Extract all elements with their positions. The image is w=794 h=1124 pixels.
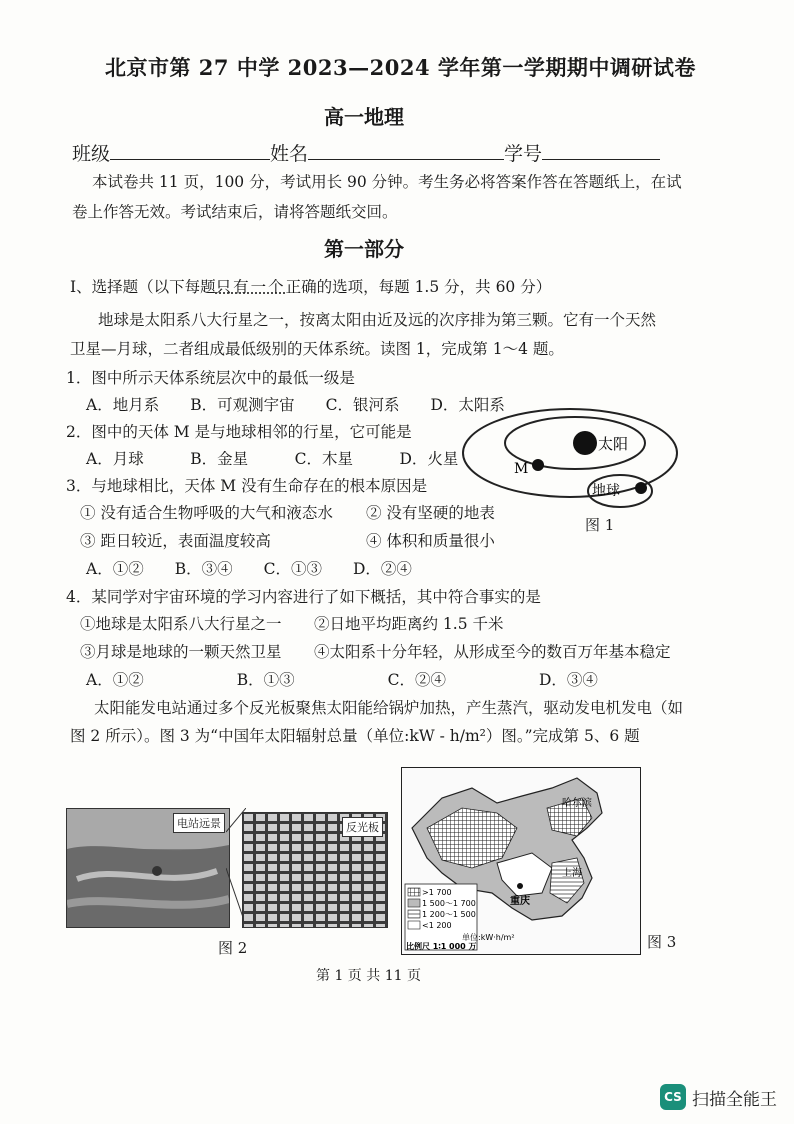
instructions-line-1: 本试卷共 11 页，100 分，考试用长 90 分钟。考生务必将答案作答在答题纸上，在试 (92, 173, 682, 191)
section-heading-emphasis: 只有一个 (215, 278, 286, 296)
q4-option-4: ④太阳系十分年轻，从形成至今的数百万年基本稳定 (314, 643, 671, 661)
figure-1-caption: 图 1 (585, 516, 615, 534)
q4-choices: A．①② B．①③ C．②④ D．③④ (86, 671, 598, 689)
orbit-diagram (458, 405, 683, 535)
watermark-text: 扫描全能王 (692, 1089, 777, 1110)
map-scale: 比例尺 1∶1 000 万 (406, 942, 477, 951)
q2-stem: 2．图中的天体 M 是与地球相邻的行星，它可能是 (66, 423, 412, 441)
q4-option-2: ②日地平均距离约 1.5 千米 (314, 615, 504, 633)
reflector-photo (242, 812, 388, 928)
map-image (402, 768, 640, 954)
student-info-line (72, 139, 660, 166)
number-label: 学号 (504, 143, 543, 165)
number-blank[interactable] (542, 143, 660, 160)
section-heading-suffix: 正确的选项，每题 1.5 分，共 60 分） (285, 278, 552, 296)
part-title: 第一部分 (324, 237, 404, 261)
sun-icon (573, 431, 597, 455)
earth-label: 地球 (592, 483, 620, 499)
class-blank[interactable] (110, 143, 270, 160)
legend-item-3: 1 200～1 500 (422, 910, 476, 919)
instructions-line-2: 卷上作答无效。考试结束后，请将答题纸交回。 (72, 203, 398, 221)
q4-option-3: ③月球是地球的一颗天然卫星 (80, 643, 282, 661)
planet-m-icon (532, 459, 544, 471)
name-blank[interactable] (308, 143, 504, 160)
map-unit: 单位:kW·h/m² (462, 933, 515, 942)
china-radiation-map (401, 767, 641, 955)
q2-options: A．月球 B．金星 C．木星 D．火星 (86, 450, 459, 468)
legend-item-2: 1 500～1 700 (422, 899, 476, 908)
q3-option-1: ① 没有适合生物呼吸的大气和液态水 (80, 504, 333, 522)
intro2-line-2: 图 2 所示）。图 3 为“中国年太阳辐射总量（单位:kW - h/m²）图。”完成第 5、6 题 (70, 727, 640, 745)
intro2-line-1: 太阳能发电站通过多个反光板聚焦太阳能给锅炉加热，产生蒸汽，驱动发电机发电（如 (94, 699, 684, 717)
section-heading (70, 275, 551, 297)
photo-label-reflector: 反光板 (342, 817, 383, 837)
section-heading-prefix: Ⅰ、选择题（以下每题 (70, 278, 216, 296)
q1-stem: 1．图中所示天体系统层次中的最低一级是 (66, 369, 355, 387)
sun-label: 太阳 (598, 435, 629, 453)
camscanner-icon: CS (660, 1084, 686, 1110)
q3-option-4: ④ 体积和质量很小 (366, 532, 495, 550)
subject-title: 高一地理 (324, 105, 404, 129)
q4-stem: 4．某同学对宇宙环境的学习内容进行了如下概括，其中符合事实的是 (66, 588, 541, 606)
figure-1 (458, 405, 683, 535)
exam-title: 北京市第 27 中学 2023—2024 学年第一学期期中调研试卷 (105, 55, 696, 80)
q1-options: A．地月系 B．可观测宇宙 C．银河系 D．太阳系 (86, 396, 505, 414)
city-harbin: 哈尔滨 (562, 798, 592, 809)
intro1-line-1: 地球是太阳系八大行星之一，按离太阳由近及远的次序排为第三颗。它有一个天然 (98, 311, 657, 329)
figure-3-caption: 图 3 (647, 933, 677, 951)
scanner-watermark (660, 1084, 777, 1110)
q3-option-2: ② 没有坚硬的地表 (366, 504, 495, 522)
power-station-photo (66, 808, 230, 928)
photo-label-station: 电站远景 (173, 813, 225, 833)
city-chongqing: 重庆 (510, 896, 530, 907)
legend-item-4: <1 200 (422, 921, 452, 930)
name-label: 姓名 (270, 143, 309, 165)
class-label: 班级 (72, 143, 111, 165)
q4-option-1: ①地球是太阳系八大行星之一 (80, 615, 282, 633)
earth-icon (635, 482, 647, 494)
intro1-line-2: 卫星—月球，二者组成最低级别的天体系统。读图 1，完成第 1～4 题。 (70, 340, 564, 358)
q3-option-3: ③ 距日较近，表面温度较高 (80, 532, 271, 550)
city-shanghai: 上海 (562, 868, 582, 879)
figure-2-caption: 图 2 (218, 939, 248, 957)
legend-item-1: >1 700 (422, 888, 452, 897)
m-label: M (514, 461, 529, 477)
q3-stem: 3．与地球相比，天体 M 没有生命存在的根本原因是 (66, 477, 428, 495)
page-footer: 第 1 页 共 11 页 (316, 968, 421, 984)
q3-choices: A．①② B．③④ C．①③ D．②④ (86, 560, 412, 578)
